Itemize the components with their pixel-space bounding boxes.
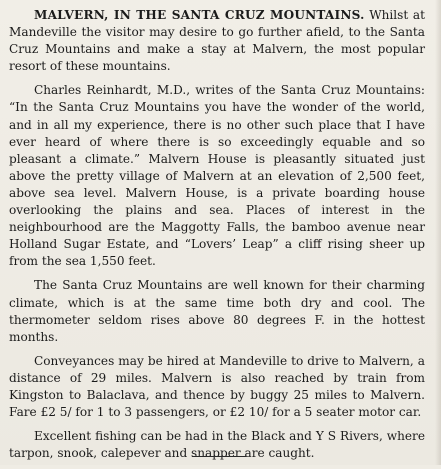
article-column <box>9 7 425 469</box>
section-divider <box>192 456 246 457</box>
article-title: MALVERN, IN THE SANTA CRUZ MOUNTAINS. <box>34 8 365 22</box>
paragraph-climate: The Santa Cruz Mountains are well known for their charming climate, which is at the same time both dry and cool. The thermometer seldom rises above 80 degrees F. in the hottest months. <box>9 278 425 344</box>
paragraph-reinhardt-quote: Charles Reinhardt, M.D., writes of the Santa Cruz Mountains: “In the Santa Cruz Mountains you have the wonder of the world, and in all my experience, there is no other such place that I have ever heard of where there is so exceedingly equable and so pleasant a climate.” Malvern House is pleasantly situated just above the pretty village of Malvern at an elevation of 2,500 feet, above sea level. Malvern House, is a private boarding house overlooking the plains and sea. Places of interest in the neighbourhood are the Maggotty Falls, the bamboo avenue near Holland Sugar Estate, and “Lovers’ Leap” a cliff rising sheer up from the sea 1,550 feet. <box>9 83 425 269</box>
paragraph-fishing: Excellent fishing can be had in the Black and Y S Rivers, where tarpon, snook, calepever and snapper are caught. <box>9 429 425 461</box>
page-edge-shadow <box>435 0 441 465</box>
paragraph-intro-text: Whilst at Mandeville the visitor may desire to go further afield, to the Santa Cruz Mountains and make a stay at Malvern, the most popular resort of these mountains. <box>9 8 425 74</box>
paragraph-intro <box>9 7 425 75</box>
paragraph-conveyances: Conveyances may be hired at Mandeville to drive to Malvern, a distance of 29 miles. Malvern is also reached by train from Kingston to Balaclava, and thence by buggy 25 miles to Malvern. Fare £2 5/ for 1 to 3 passengers, or £2 10/ for a 5 seater motor car. <box>9 353 425 420</box>
